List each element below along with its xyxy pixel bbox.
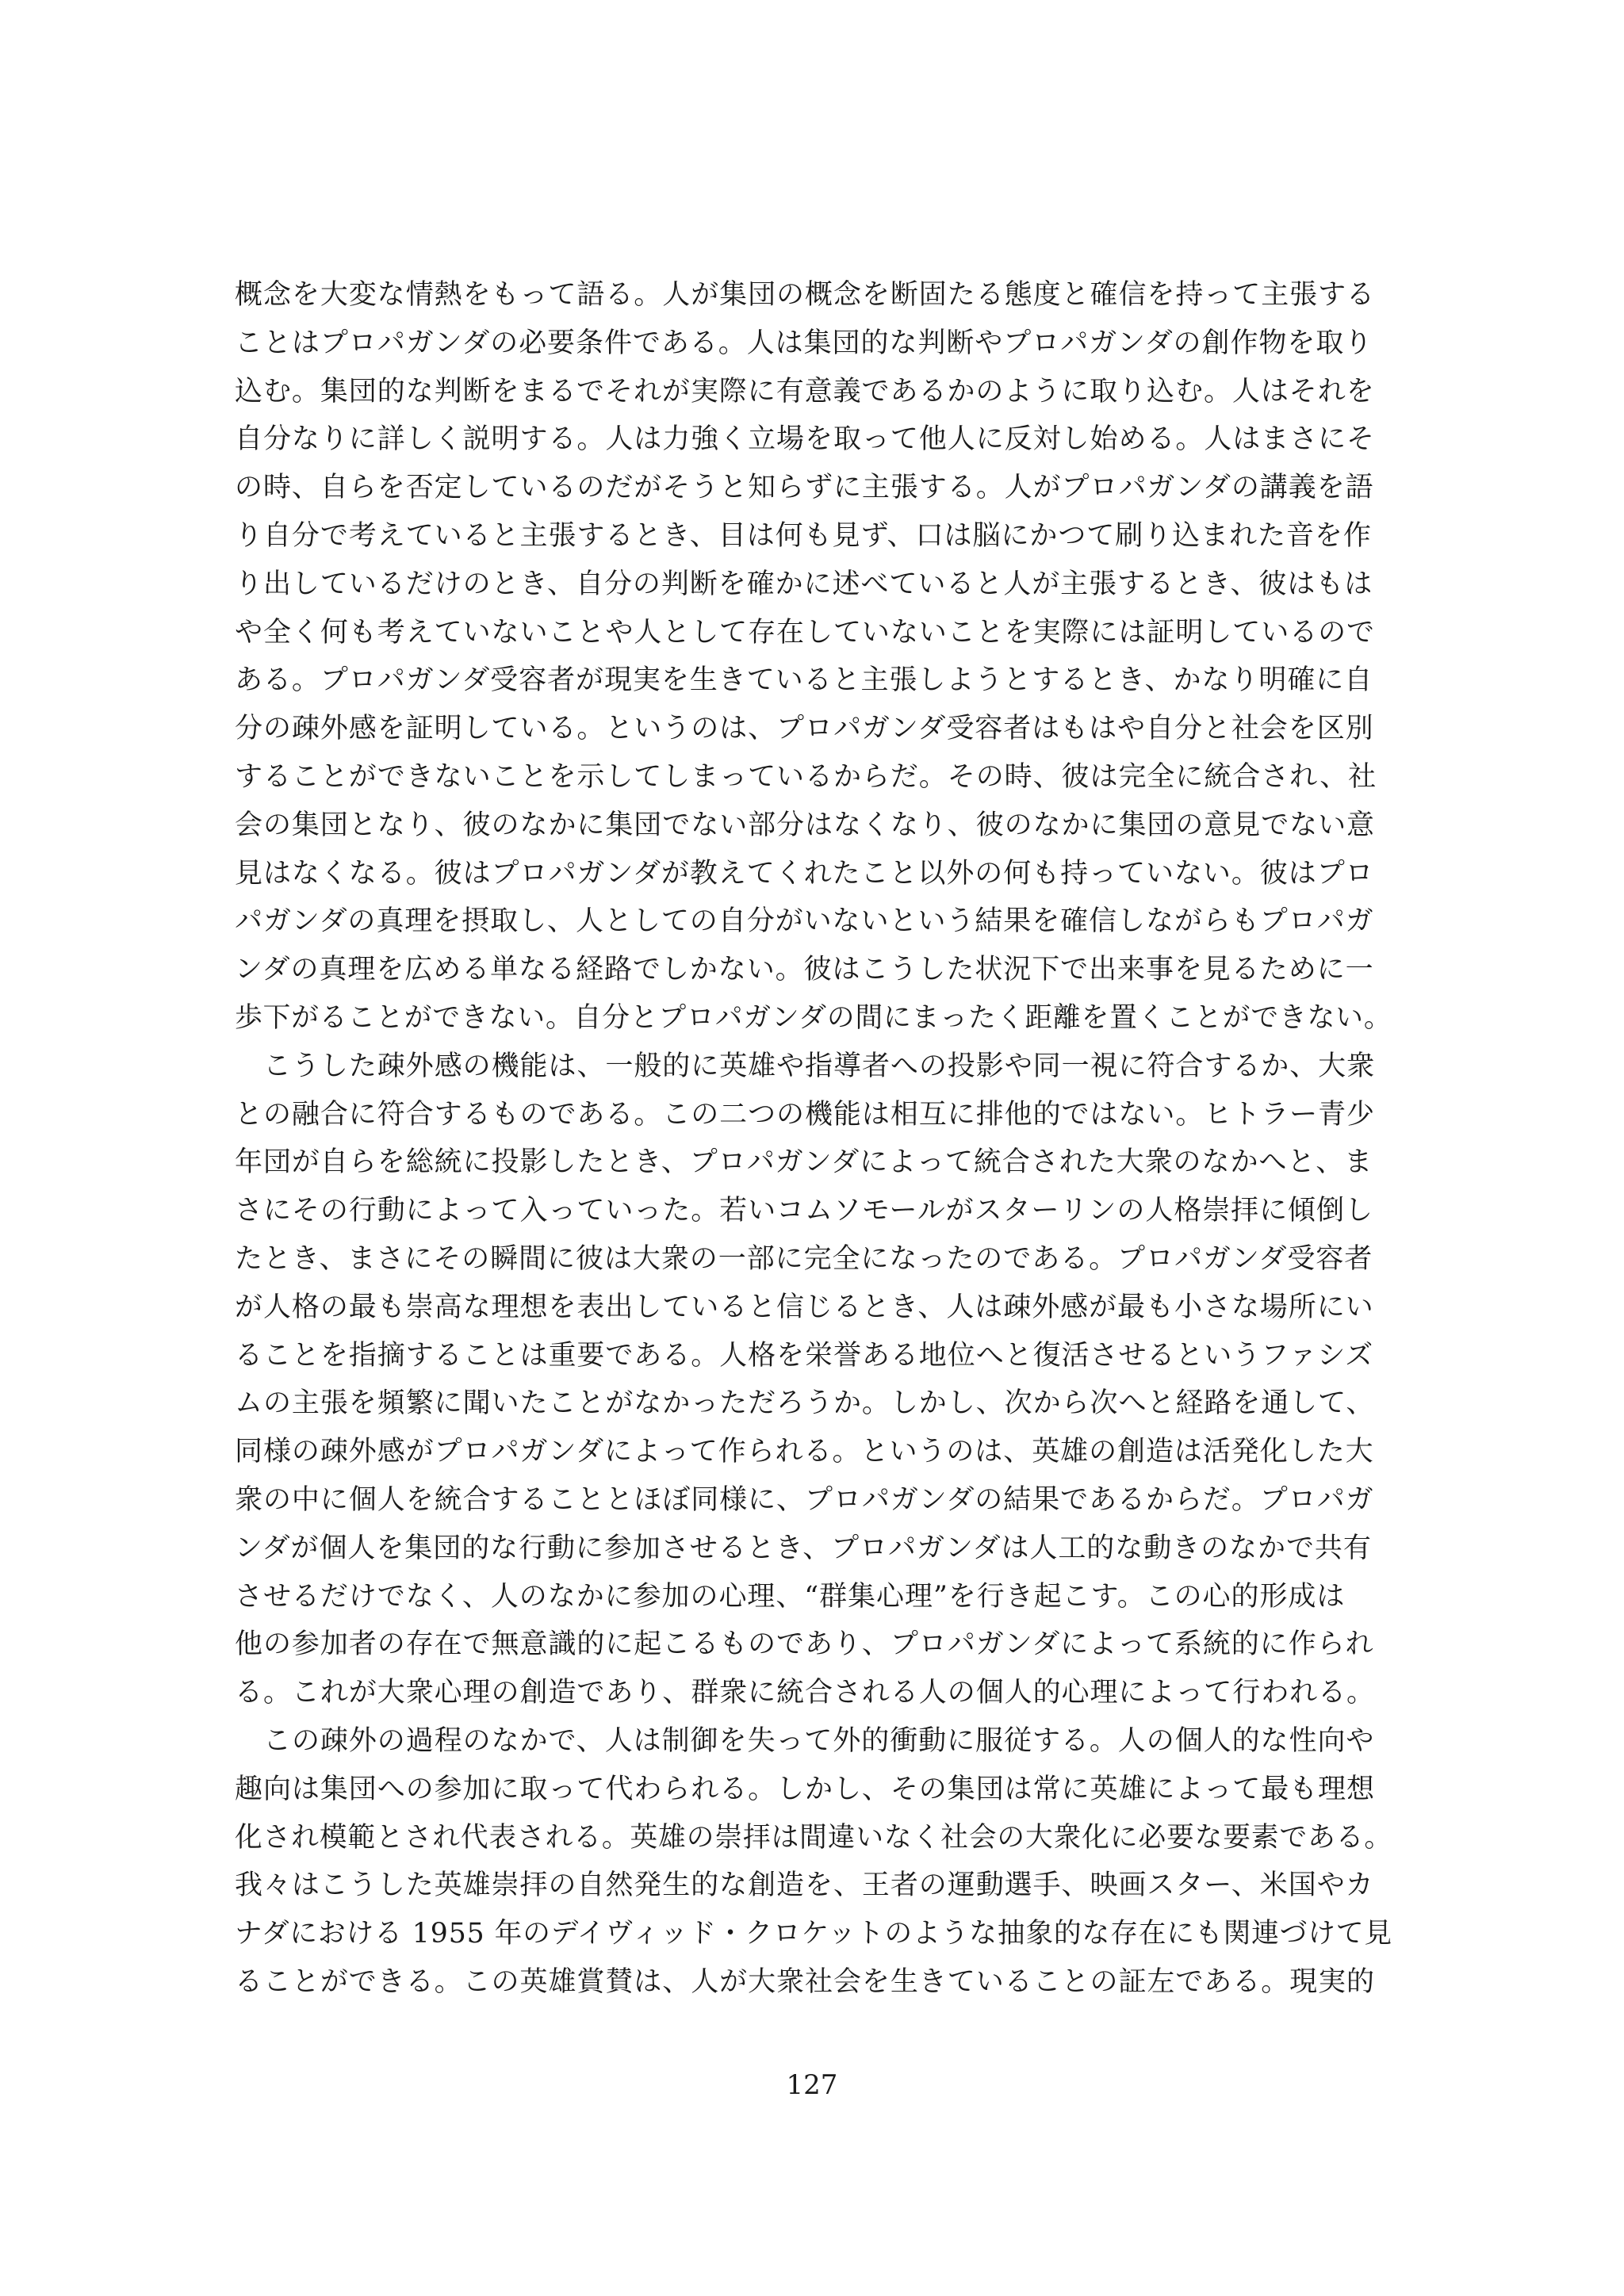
text-line: 歩下がることができない。自分とプロパガンダの間にまったく距離を置くことができない。: [235, 1001, 1392, 1034]
text-line: 趣向は集団への参加に取って代わられる。しかし、その集団は常に英雄によって最も理想: [235, 1773, 1376, 1805]
text-line: さにその行動によって入っていった。若いコムソモールがスターリンの人格崇拝に傾倒し: [235, 1195, 1373, 1227]
body-text: [235, 271, 1392, 2007]
text-line: ことはプロパガンダの必要条件である。人は集団的な判断やプロパガンダの創作物を取り: [235, 327, 1373, 359]
text-line: 年団が自らを総統に投影したとき、プロパガンダによって統合された大衆のなかへと、ま: [235, 1146, 1373, 1179]
text-line: り出しているだけのとき、自分の判断を確かに述べていると人が主張するとき、彼はもは: [235, 568, 1373, 600]
text-line: 他の参加者の存在で無意識的に起こるものであり、プロパガンダによって系統的に作られ: [235, 1628, 1374, 1661]
text-line: ある。プロパガンダ受容者が現実を生きていると主張しようとするとき、かなり明確に自: [235, 664, 1373, 697]
text-line: ムの主張を頻繁に聞いたことがなかっただろうか。しかし、次から次へと経路を通して、: [235, 1387, 1375, 1420]
text-line: 同様の疎外感がプロパガンダによって作られる。というのは、英雄の創造は活発化した大: [235, 1436, 1374, 1468]
text-line: 見はなくなる。彼はプロパガンダが教えてくれたこと以外の何も持っていない。彼はプロ: [235, 857, 1374, 890]
text-line: パガンダの真理を摂取し、人としての自分がいないという結果を確信しながらもプロパガ: [235, 905, 1374, 938]
text-line: させるだけでなく、人のなかに参加の心理、“群集心理”を行き起こす。この心的形成は: [235, 1580, 1346, 1613]
text-line: ンダの真理を広める単なる経路でしかない。彼はこうした状況下で出来事を見るために一: [235, 954, 1374, 986]
page-number: 127: [786, 2069, 838, 2101]
text-line: ることができる。この英雄賞賛は、人が大衆社会を生きていることの証左である。現実的: [235, 1965, 1376, 1998]
text-line: る。これが大衆心理の創造であり、群衆に統合される人の個人的心理によって行われる。: [235, 1677, 1376, 1709]
text-line: することができないことを示してしまっているからだ。その時、彼は完全に統合され、社: [235, 760, 1377, 793]
text-line: 概念を大変な情熱をもって語る。人が集団の概念を断固たる態度と確信を持って主張する: [235, 279, 1376, 311]
text-line: 衆の中に個人を統合することとほぼ同様に、プロパガンダの結果であるからだ。プロパガ: [235, 1483, 1374, 1516]
text-line: 会の集団となり、彼のなかに集団でない部分はなくなり、彼のなかに集団の意見でない意: [235, 809, 1376, 841]
text-line: や全く何も考えていないことや人として存在していないことを実際には証明しているので: [235, 616, 1376, 649]
text-line: 化され模範とされ代表される。英雄の崇拝は間違いなく社会の大衆化に必要な要素である。: [235, 1821, 1392, 1854]
text-line: の時、自らを否定しているのだがそうと知らずに主張する。人がプロパガンダの講義を語: [235, 472, 1374, 504]
text-line: ンダが個人を集団的な行動に参加させるとき、プロパガンダは人工的な動きのなかで共有: [235, 1532, 1372, 1564]
text-line: が人格の最も崇高な理想を表出していると信じるとき、人は疎外感が最も小さな場所にい: [235, 1291, 1374, 1323]
text-line: 我々はこうした英雄崇拝の自然発生的な創造を、王者の運動選手、映画スター、米国やカ: [235, 1869, 1374, 1902]
text-line: 込む。集団的な判断をまるでそれが実際に有意義であるかのように取り込む。人はそれを: [235, 375, 1375, 408]
text-line: この疎外の過程のなかで、人は制御を失って外的衝動に服従する。人の個人的な性向や: [263, 1724, 1375, 1757]
text-line: との融合に符合するものである。この二つの機能は相互に排他的ではない。ヒトラー青少: [235, 1098, 1376, 1131]
text-line: 自分なりに詳しく説明する。人は力強く立場を取って他人に反対し始める。人はまさにそ: [235, 423, 1376, 456]
text-line: こうした疎外感の機能は、一般的に英雄や指導者への投影や同一視に符合するか、大衆: [263, 1050, 1376, 1082]
text-line: ることを指摘することは重要である。人格を栄誉ある地位へと復活させるというファシズ: [235, 1339, 1374, 1372]
text-line: ナダにおける 1955 年のデイヴィッド・クロケットのような抽象的な存在にも関連づけて見: [235, 1918, 1393, 1950]
text-line: たとき、まさにその瞬間に彼は大衆の一部に完全になったのである。プロパガンダ受容者: [235, 1242, 1373, 1275]
text-line: り自分で考えていると主張するとき、目は何も見ず、口は脳にかつて刷り込まれた音を作: [235, 519, 1372, 552]
text-line: 分の疎外感を証明している。というのは、プロパガンダ受容者はもはや自分と社会を区別: [235, 713, 1374, 745]
